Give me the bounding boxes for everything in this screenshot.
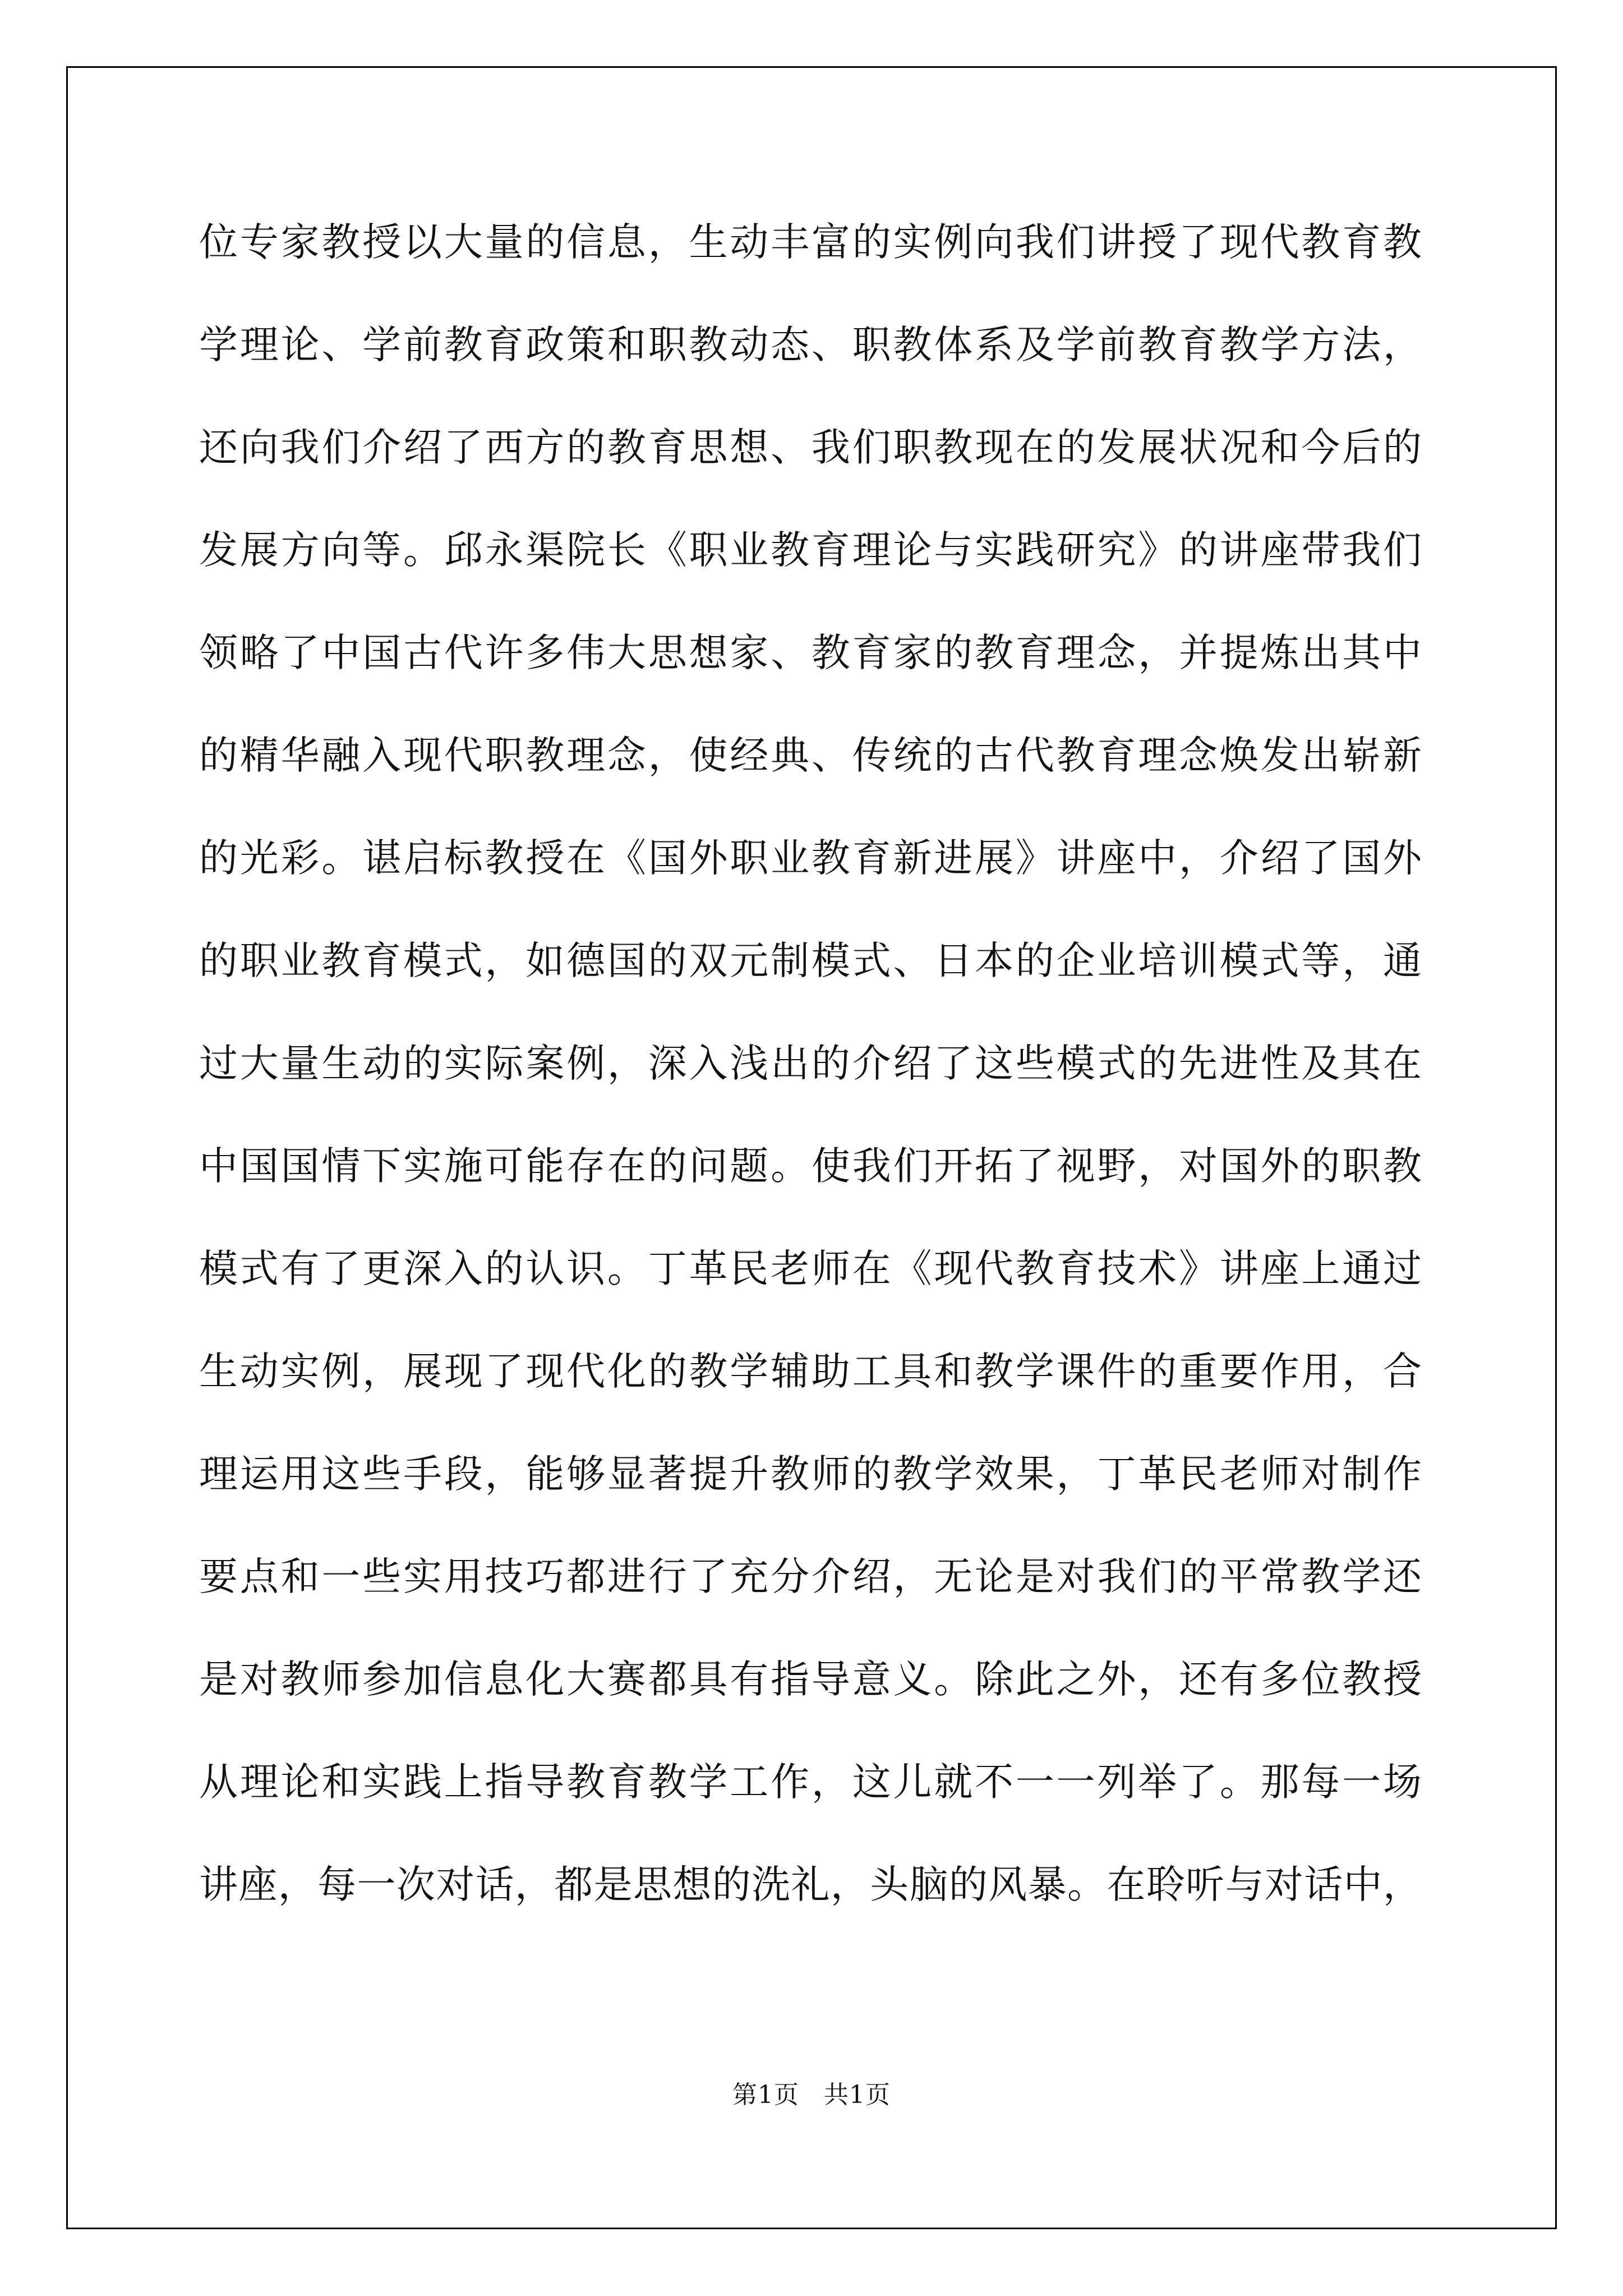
text-line: 还向我们介绍了西方的教育思想、我们职教现在的发展状况和今后的 [199,425,1422,470]
text-line: 要点和一些实用技巧都进行了充分介绍，无论是对我们的平常教学还 [199,1554,1422,1599]
text-line: 从理论和实践上指导教育教学工作，这儿就不一一列举了。那每一场 [199,1760,1422,1805]
text-line: 位专家教授以大量的信息，生动丰富的实例向我们讲授了现代教育教 [199,220,1422,265]
page-total: 共1页 [824,2081,891,2109]
text-line: 讲座，每一次对话，都是思想的洗礼，头脑的风暴。在聆听与对话中， [199,1862,1422,1907]
text-line: 的光彩。谌启标教授在《国外职业教育新进展》讲座中，介绍了国外 [199,836,1422,881]
text-line: 学理论、学前教育政策和职教动态、职教体系及学前教育教学方法， [199,323,1422,367]
text-line: 模式有了更深入的认识。丁革民老师在《现代教育技术》讲座上通过 [199,1246,1422,1291]
text-line: 的精华融入现代职教理念，使经典、传统的古代教育理念焕发出崭新 [199,733,1422,778]
page-footer [0,2074,1623,2110]
text-line: 生动实例，展现了现代化的教学辅助工具和教学课件的重要作用，合 [199,1349,1422,1394]
text-line: 中国国情下实施可能存在的问题。使我们开拓了视野，对国外的职教 [199,1144,1422,1189]
text-line: 的职业教育模式，如德国的双元制模式、日本的企业培训模式等，通 [199,938,1422,983]
document-body [199,209,1422,1954]
text-line: 发展方向等。邱永渠院长《职业教育理论与实践研究》的讲座带我们 [199,528,1422,573]
text-line: 是对教师参加信息化大赛都具有指导意义。除此之外，还有多位教授 [199,1657,1422,1702]
page-number: 第1页 [732,2081,799,2109]
text-line: 领略了中国古代许多伟大思想家、教育家的教育理念，并提炼出其中 [199,631,1422,675]
text-line: 过大量生动的实际案例，深入浅出的介绍了这些模式的先进性及其在 [199,1041,1422,1086]
text-line: 理运用这些手段，能够显著提升教师的教学效果，丁革民老师对制作 [199,1452,1422,1497]
